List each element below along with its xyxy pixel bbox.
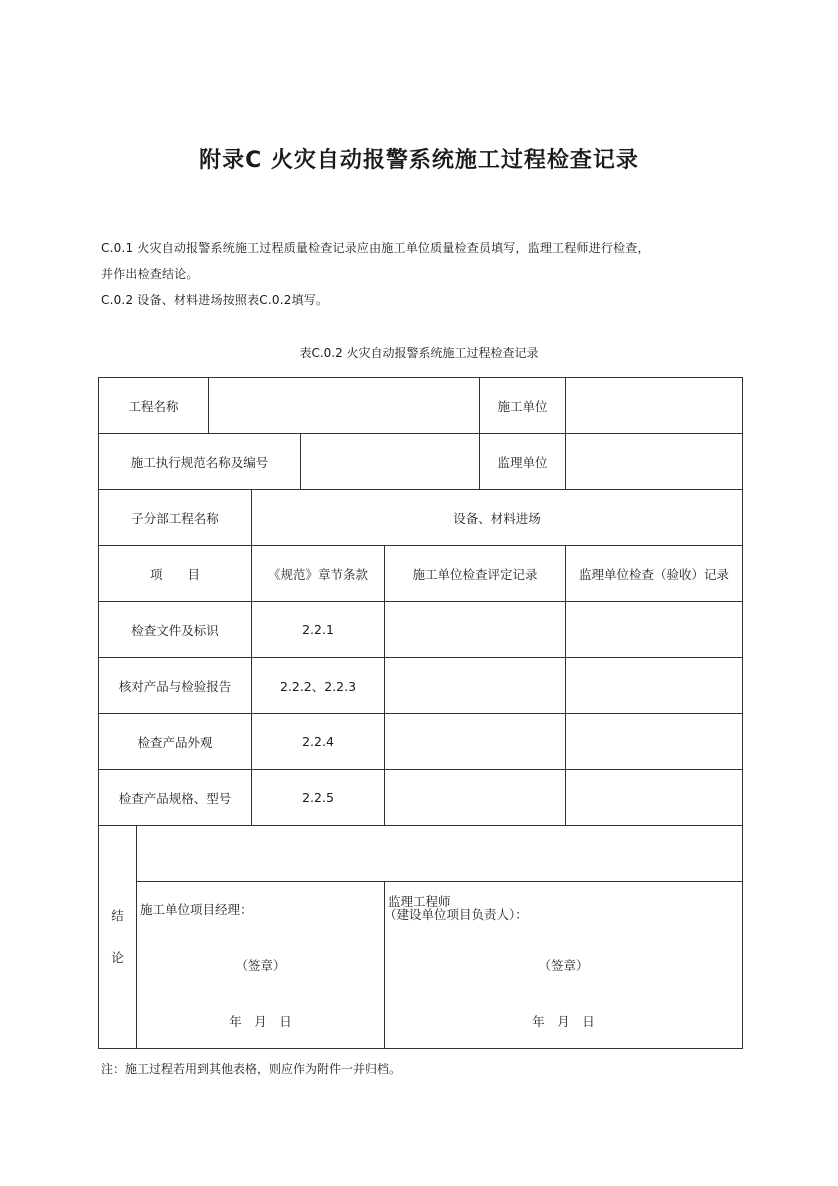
row-supervisor-record[interactable]	[566, 770, 742, 825]
conclusion-label-1: 结	[111, 908, 124, 923]
conclusion-text-field[interactable]	[137, 826, 742, 881]
supervisor-label-line1: 监理工程师	[388, 894, 451, 909]
header-item: 项 目	[149, 566, 200, 582]
supervision-unit-label: 监理单位	[497, 454, 548, 470]
row-item: 检查文件及标识	[131, 622, 219, 638]
supervisor-label-line2: （建设单位项目负责人）：	[384, 907, 528, 922]
header-supervisor-record: 监理单位检查（验收）记录	[578, 566, 729, 582]
supervision-unit-field[interactable]	[566, 434, 742, 489]
construction-unit-label: 施工单位	[497, 398, 548, 414]
row-contractor-record[interactable]	[385, 602, 565, 657]
paragraph-c01-line2: 并作出检查结论。	[101, 267, 199, 281]
header-contractor-record: 施工单位检查评定记录	[412, 566, 538, 582]
contractor-date-label: 年 月 日	[229, 1014, 292, 1029]
contractor-seal-label: （签章）	[235, 958, 286, 973]
row-item: 核对产品与检验报告	[118, 678, 232, 694]
row-clause: 2.2.2、2.2.3	[279, 678, 357, 694]
sub-project-value[interactable]: 设备、材料进场	[453, 510, 541, 526]
row-divider	[136, 881, 743, 882]
construction-unit-field[interactable]	[566, 378, 742, 433]
sub-project-label: 子分部工程名称	[131, 510, 219, 526]
row-clause: 2.2.1	[302, 622, 334, 637]
row-item: 检查产品外观	[137, 734, 213, 750]
row-supervisor-record[interactable]	[566, 714, 742, 769]
row-supervisor-record[interactable]	[566, 602, 742, 657]
spec-field[interactable]	[301, 434, 479, 489]
spec-label: 施工执行规范名称及编号	[130, 454, 269, 470]
conclusion-label-2: 论	[111, 950, 124, 965]
table-caption: 表C.0.2 火灾自动报警系统施工过程检查记录	[299, 346, 539, 360]
paragraph-c01-line1: C.0.1 火灾自动报警系统施工过程质量检查记录应由施工单位质量检查员填写，监理工程师进行检查，	[101, 241, 650, 255]
supervisor-date-label: 年 月 日	[532, 1014, 595, 1029]
row-clause: 2.2.5	[302, 790, 334, 805]
project-name-field[interactable]	[209, 378, 479, 433]
row-supervisor-record[interactable]	[566, 658, 742, 713]
project-name-label: 工程名称	[128, 398, 179, 414]
header-clause: 《规范》章节条款	[267, 566, 368, 582]
supervisor-seal-label: （签章）	[538, 958, 589, 973]
row-clause: 2.2.4	[302, 734, 334, 749]
row-contractor-record[interactable]	[385, 770, 565, 825]
table-border-bottom	[98, 1048, 743, 1049]
contractor-manager-label: 施工单位项目经理：	[140, 902, 253, 917]
row-item: 检查产品规格、型号	[118, 790, 232, 806]
row-contractor-record[interactable]	[385, 714, 565, 769]
row-contractor-record[interactable]	[385, 658, 565, 713]
document-title: 附录C 火灾自动报警系统施工过程检查记录	[199, 148, 639, 173]
footnote: 注：施工过程若用到其他表格，则应作为附件一并归档。	[101, 1062, 402, 1076]
paragraph-c02: C.0.2 设备、材料进场按照表C.0.2填写。	[101, 293, 329, 307]
